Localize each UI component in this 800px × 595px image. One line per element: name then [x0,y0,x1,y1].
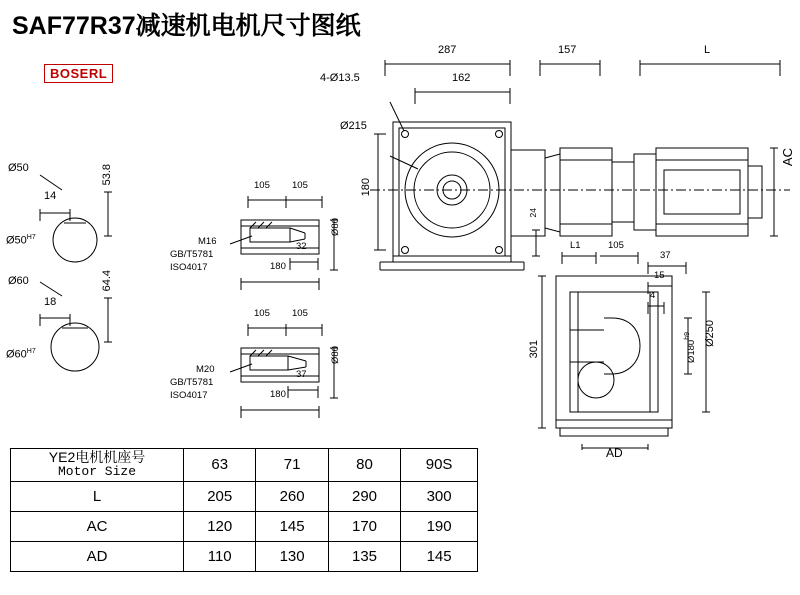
table-cell-AD-63: 110 [184,541,256,571]
table-cell-L-71: 260 [256,481,328,511]
dim-dia215: Ø215 [340,120,367,132]
dim-180-a1: 180 [270,261,286,272]
dim-64-4: 64.4 [101,270,113,292]
dim-L: L [704,44,711,56]
dim-287: 287 [438,44,457,56]
table-header-size-0: 63 [184,449,256,482]
table-cell-AD-80: 135 [328,541,400,571]
dim-157: 157 [558,44,577,56]
dim-105-side: 105 [608,240,624,251]
dim-37-a2: 37 [296,369,307,380]
table-header-label [11,449,184,482]
dim-dia180-value: Ø180 [686,339,698,364]
dim-dia60h7 [6,348,36,361]
table-header-size-1: 71 [256,449,328,482]
label-gbt5781-a1: GB/T5781 [170,249,214,260]
dim-dia50h7-tol: H7 [26,234,36,241]
dim-32: 32 [296,241,307,252]
table-row-label-AD: AD [11,541,184,571]
dim-dia80-a1: Ø80 [330,218,341,236]
table-cell-L-80: 290 [328,481,400,511]
dim-24: 24 [528,208,538,218]
dim-180-front: 180 [360,178,372,197]
brand-logo: BOSERL [44,64,113,83]
label-M20: M20 [196,364,215,375]
dim-162: 162 [452,72,471,84]
dim-18: 18 [44,296,57,308]
table-row [11,541,478,571]
page-title: SAF77R37减速机电机尺寸图纸 [12,12,361,40]
table-header-size-3: 90S [401,449,478,482]
dim-dia60h7-value: Ø60 [6,348,27,361]
dim-dia60h7-tol: H7 [26,348,36,355]
table-row [11,481,478,511]
dim-4-holes: 4-Ø13.5 [320,72,360,84]
dim-dia80-a2: Ø80 [330,346,341,364]
dim-L1: L1 [570,240,581,251]
dim-dia50-label: Ø50 [8,162,29,174]
label-iso4017-a1: ISO4017 [170,262,208,273]
table-cell-AC-80: 170 [328,511,400,541]
dim-dia180 [684,332,697,363]
dim-AC: AC [780,148,795,167]
dim-14: 14 [44,190,57,202]
table-cell-AD-90S: 145 [401,541,478,571]
table-header-size-2: 80 [328,449,400,482]
dim-53-8: 53.8 [101,164,113,186]
dim-4: 4 [650,290,656,301]
table-cell-AC-90S: 190 [401,511,478,541]
table-row-header [11,449,478,482]
dim-dia250: Ø250 [704,320,716,347]
dim-105-a1-right: 105 [292,180,308,191]
table-cell-AC-63: 120 [184,511,256,541]
dim-37-side: 37 [660,250,671,261]
dim-105-a2-left: 105 [254,308,270,319]
dim-dia50h7 [6,234,36,247]
label-gbt5781-a2: GB/T5781 [170,377,214,388]
dim-105-a2-right: 105 [292,308,308,319]
table-header-label-cn: YE2电机机座号 [48,449,146,465]
dim-AD: AD [606,446,623,460]
table-cell-L-63: 205 [184,481,256,511]
table-row [11,511,478,541]
dim-dia50h7-value: Ø50 [6,234,27,247]
dim-dia60-label: Ø60 [8,275,29,287]
label-iso4017-a2: ISO4017 [170,390,208,401]
label-M16: M16 [198,236,217,247]
dim-15: 15 [654,270,665,281]
table-row-label-L: L [11,481,184,511]
dim-301: 301 [528,340,540,359]
dim-180-a2: 180 [270,389,286,400]
table-cell-AC-71: 145 [256,511,328,541]
technical-drawing [0,30,800,450]
table-header-label-en: Motor Size [57,464,136,480]
dim-dia180-tol: h9 [684,332,691,340]
motor-size-table [10,448,478,572]
dim-105-a1-left: 105 [254,180,270,191]
table-cell-AD-71: 130 [256,541,328,571]
table-cell-L-90S: 300 [401,481,478,511]
table-row-label-AC: AC [11,511,184,541]
